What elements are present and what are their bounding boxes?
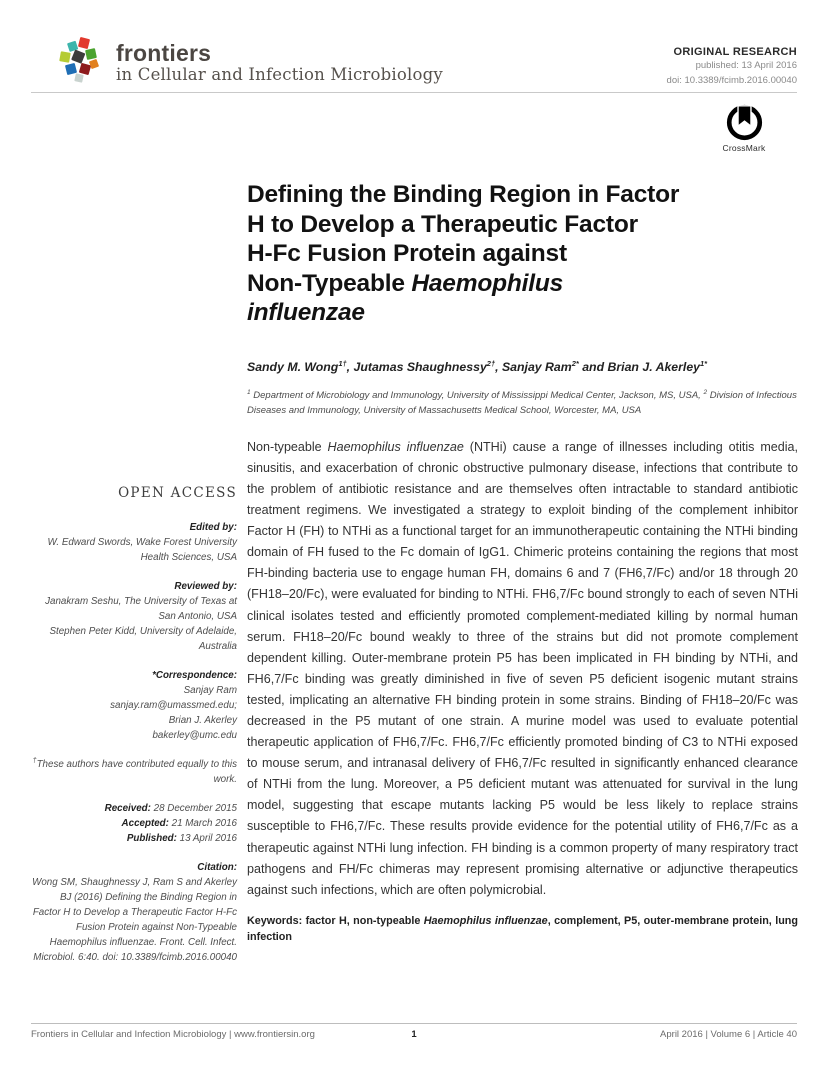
article-main-column bbox=[247, 180, 798, 946]
footer-divider bbox=[31, 1023, 797, 1024]
correspondence-block bbox=[31, 668, 237, 743]
brand-name: frontiers bbox=[116, 40, 212, 66]
crossmark-badge[interactable] bbox=[711, 104, 777, 153]
author-name: Sandy M. Wong bbox=[247, 359, 339, 374]
edited-by-block bbox=[31, 520, 237, 565]
accepted-line: Accepted: 21 March 2016 bbox=[121, 818, 237, 829]
correspondent-name: Sanjay Ram bbox=[183, 685, 237, 696]
open-access-label: OPEN ACCESS bbox=[118, 485, 237, 501]
author-affiliation-mark: 1† bbox=[338, 358, 347, 368]
equal-contribution-note bbox=[31, 757, 237, 787]
citation-label: Citation: bbox=[197, 862, 237, 873]
equal-note-text: These authors have contributed equally to this work. bbox=[36, 759, 237, 785]
author-name: Sanjay Ram bbox=[501, 359, 572, 374]
correspondent-name: Brian J. Akerley bbox=[168, 715, 237, 726]
reviewed-by-label: Reviewed by: bbox=[174, 581, 237, 592]
footer-journal-line: Frontiers in Cellular and Infection Microbiology | www.frontiersin.org bbox=[31, 1029, 315, 1040]
correspondence-label: *Correspondence: bbox=[152, 670, 237, 681]
edited-by-label: Edited by: bbox=[189, 522, 237, 533]
citation-block bbox=[31, 860, 237, 965]
email-link[interactable]: sanjay.ram@umassmed.edu; bbox=[110, 700, 237, 711]
article-title: Defining the Binding Region in Factor H to Develop a Therapeutic Factor H-Fc Fusion Protein against Non-Typeable Haemophilus influenzae bbox=[247, 181, 680, 326]
abstract-text: Non-typeable Haemophilus influenzae (NTHi) cause a range of illnesses including otitis media, sinusitis, and exacerbation of chronic obstructive pulmonary disease, infections that contribute to the problem of antibiotic resistance and are themselves often intractable to standard antibiotic treatment regimens. We investigated a strategy to exploit binding of the complement inhibitor Factor H (FH) to NTHi as a functional target for an immunotherapeutic containing the NTHi binding domain of FH fused to the Fc domain of IgG1. Chimeric proteins containing the regions that most FH-binding bacteria use to engage human FH, domains 6 and 7 (FH6,7/Fc) and/or 18 through 20 (FH18–20/Fc), were evaluated for binding to NTHi. FH6,7/Fc bound strongly to each of seven NTHi clinical isolates tested and efficiently promoted complement-mediated killing by normal human serum. FH18–20/Fc bound weakly to three of the strains but did not promote complement dependent killing. Outer-membrane protein P5 has been implicated in FH binding by NTHi, and FH6,7/Fc binding was greatly diminished in five of seven P5 deficient isogenic mutant strains tested, implicating an alternative FH binding protein in some strains. Binding of FH18–20/Fc was decreased in the P5 mutant of one strain. A murine model was used to evaluate potential therapeutic application of FH6,7/Fc. FH6,7/Fc efficiently promoted binding of C3 to NTHi exposed to mouse serum, and intranasal delivery of FH6,7/Fc resulted in significantly enhanced clearance of NTHi from the lung. Moreover, a P5 deficient mutant was attenuated for survival in the lung model, suggesting that escape mutants lacking P5 would be less likely to replace strains susceptible to FH6,7/Fc. These results provide evidence for the potential utility of FH6,7/Fc as a therapeutic against NTHi lung infection. FH binding is a common property of many respiratory tract pathogens and FH/Fc chimeras may represent promising alternative or adjunctive therapeutics against such infections, which are often polymicrobial. bbox=[247, 439, 798, 897]
journal-url-link[interactable]: www.frontiersin.org bbox=[234, 1029, 315, 1040]
editor-name: W. Edward Swords, Wake Forest University Health Sciences, USA bbox=[47, 537, 237, 563]
authors-line: Sandy M. Wong$^{1\dagger}$, Jutamas Shaughnessy$^{2\dagger}$, Sanjay Ram$^{2*}$ and Brian J. Akerley$^{1*}$ bbox=[247, 358, 708, 374]
header-article-meta bbox=[667, 46, 797, 87]
reviewed-by-block bbox=[31, 579, 237, 654]
keywords-line: Keywords: factor H, non-typeable Haemophilus influenzae, complement, P5, outer-membrane protein, lung infection bbox=[247, 914, 798, 944]
doi-link[interactable]: doi: 10.3389/fcimb.2016.00040 bbox=[666, 74, 797, 86]
author-affiliation-mark: 1* bbox=[700, 358, 708, 368]
page-footer bbox=[31, 1029, 797, 1040]
frontiers-logo-icon bbox=[56, 36, 108, 84]
article-type-label: ORIGINAL RESEARCH bbox=[673, 46, 797, 58]
history-block bbox=[31, 801, 237, 846]
author-affiliation-mark: 2* bbox=[571, 358, 579, 368]
footer-issue-info: April 2016 | Volume 6 | Article 40 bbox=[660, 1029, 797, 1040]
header-divider bbox=[31, 92, 797, 93]
journal-logo bbox=[56, 36, 443, 84]
author-affiliation-mark: 2† bbox=[486, 358, 496, 368]
citation-text: Wong SM, Shaughnessy J, Ram S and Akerley BJ (2016) Defining the Binding Region in Factor H to Develop a Therapeutic Factor H-Fc Fusion Protein against Non-Typeable Haemophilus influenzae. Front. Cell. Infect. Microbiol. 6:40. doi: 10.3389/fcimb.2016.00040 bbox=[32, 877, 237, 963]
published-date-line: published: 13 April 2016 bbox=[695, 60, 797, 71]
journal-name: in Cellular and Infection Microbiology bbox=[116, 65, 443, 84]
author-name: Brian J. Akerley bbox=[607, 359, 701, 374]
crossmark-label: CrossMark bbox=[722, 143, 766, 153]
page-number: 1 bbox=[411, 1029, 417, 1040]
affiliations: $^1$ Department of Microbiology and Immunology, University of Mississippi Medical Center, Jackson, MS, USA, $^2$ Division of Infectious Diseases and Immunology, University of Massachusetts Medical School, Worcester, MA, USA bbox=[247, 388, 797, 417]
published-line: Published: 13 April 2016 bbox=[126, 833, 237, 844]
dagger-symbol: † bbox=[32, 757, 37, 765]
author-name: Jutamas Shaughnessy bbox=[353, 359, 487, 374]
article-info-sidebar bbox=[31, 486, 237, 979]
crossmark-icon bbox=[726, 104, 763, 141]
email-link[interactable]: bakerley@umc.edu bbox=[152, 730, 237, 741]
reviewer-name: Stephen Peter Kidd, University of Adelaide, Australia bbox=[49, 626, 237, 652]
reviewer-name: Janakram Seshu, The University of Texas at San Antonio, USA bbox=[45, 596, 237, 622]
received-line: Received: 28 December 2015 bbox=[104, 803, 237, 814]
